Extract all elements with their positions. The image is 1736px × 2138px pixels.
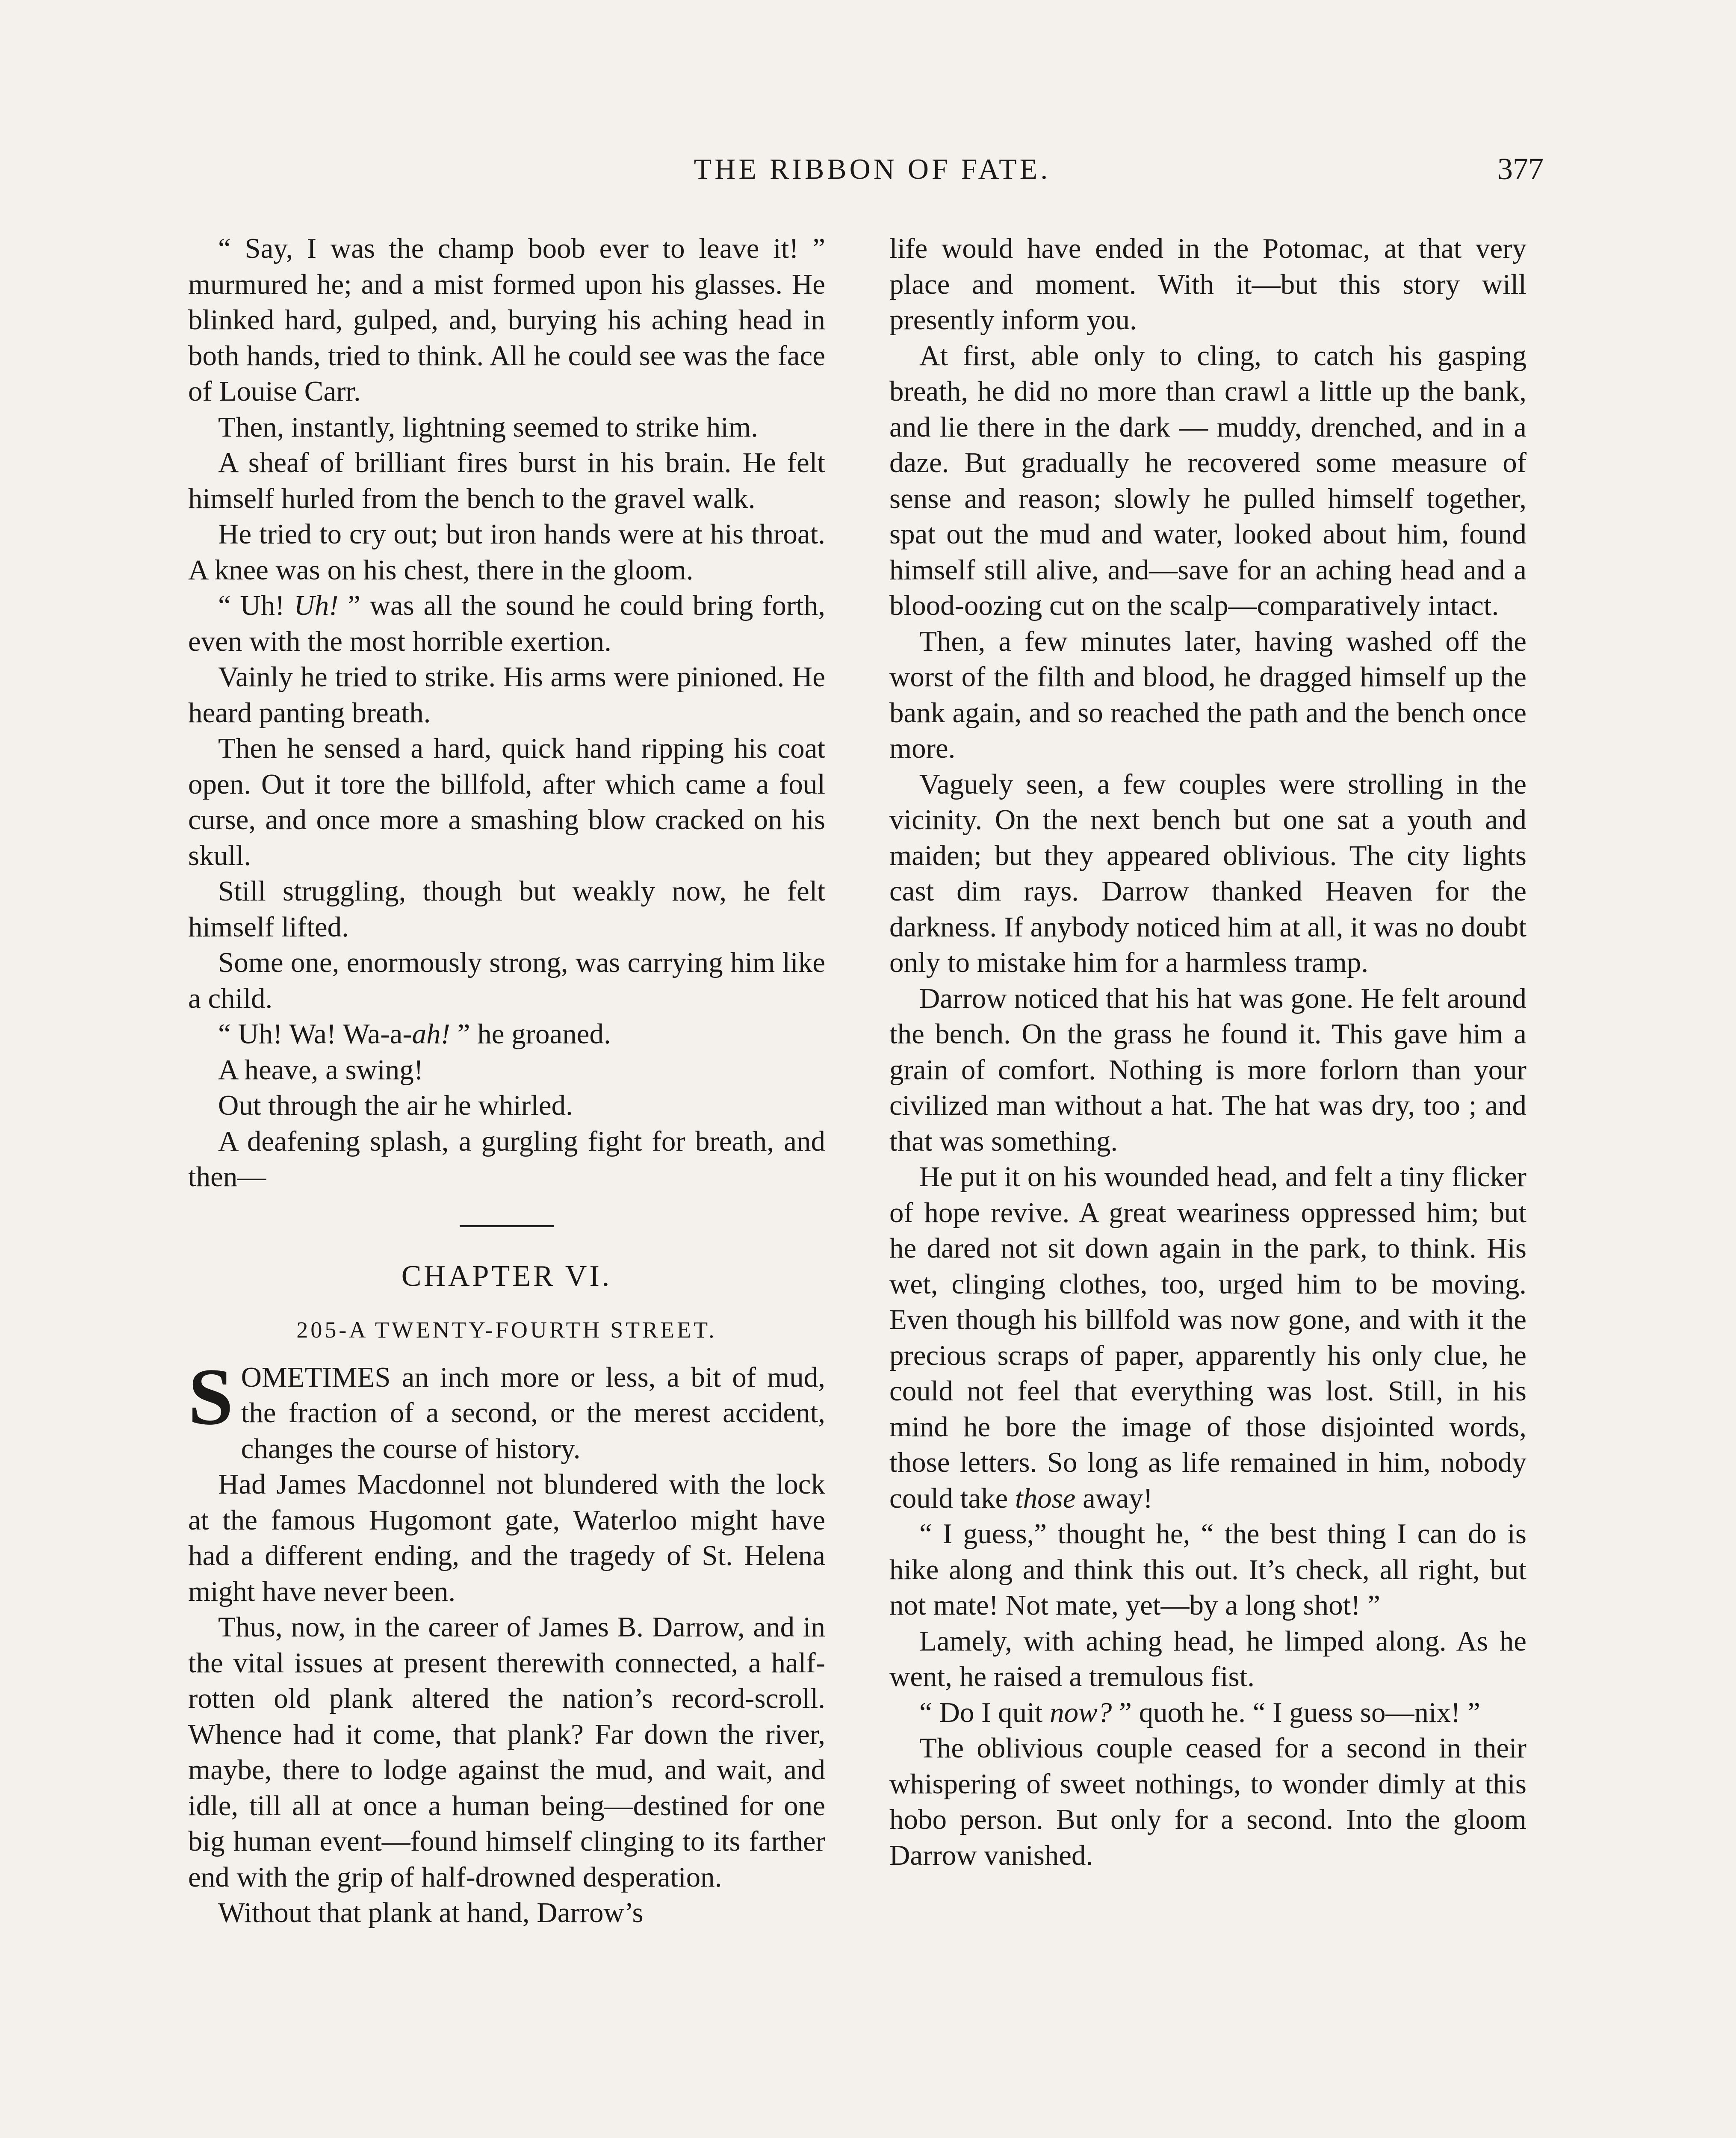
text-run: ” he groaned. [450, 1018, 611, 1050]
chapter-title: CHAPTER VI. [401, 1259, 612, 1293]
opening-paragraph [188, 1352, 825, 1467]
paragraph: Lamely, with aching head, he limped along. As he went, he raised a tremulous fist. [889, 1625, 1526, 1692]
paragraph: Without that plank at hand, Darrow’s [218, 1897, 644, 1928]
paragraph: Out through the air he whirled. [218, 1090, 573, 1121]
paragraph [188, 588, 825, 659]
text-run: away! [1083, 1482, 1153, 1514]
text-run: “ Uh! [218, 590, 294, 621]
text-run: OMETIMES an inch more or less, a bit of mud, the fraction of a second, or the merest accident, changes the course of history. [241, 1361, 825, 1465]
right-column [889, 231, 1526, 1873]
italic-text: those [1015, 1482, 1076, 1514]
paragraph: “ I guess,” thought he, “ the best thing I can do is hike along and think this out. It’s check, all right, but not mate! Not mate, yet—by a long shot! ” [889, 1518, 1526, 1621]
paragraph: Thus, now, in the career of James B. Darrow, and in the vital issues at present therewith connected, a half-rotten old plank altered the nation’s record-scroll. Whence had it come, that plank? Far down the river, maybe, there to lodge against the mud, and wait, and idle, till all at once a human being—destined for one big human event—found himself clinging to its farther end with the grip of half-drowned desperation. [188, 1611, 825, 1893]
paragraph: A sheaf of brilliant fires burst in his brain. He felt himself hurled from the bench to the gravel walk. [188, 447, 825, 514]
italic-text: Uh! [294, 590, 339, 621]
text-run: “ Uh! Wa! Wa-a- [218, 1018, 412, 1050]
text-run: ” quoth he. “ I guess so—nix! ” [1112, 1696, 1480, 1728]
drop-cap: S [188, 1352, 233, 1442]
section-divider [460, 1225, 554, 1227]
paragraph [889, 1159, 1526, 1516]
paragraph: Then he sensed a hard, quick hand ripping his coat open. Out it tore the billfold, after which came a foul curse, and once more a smashing blow cracked on his skull. [188, 732, 825, 871]
chapter-subtitle: 205-A TWENTY-FOURTH STREET. [296, 1317, 717, 1343]
italic-text: ah! [412, 1018, 450, 1050]
paragraph: Had James Macdonnel not blundered with the lock at the famous Hugomont gate, Waterloo might have had a different ending, and the tragedy of St. Helena might have never been. [188, 1468, 825, 1607]
running-head [188, 145, 1556, 192]
text-run: “ Do I quit [919, 1696, 1050, 1728]
paragraph: He tried to cry out; but iron hands were at his throat. A knee was on his chest, there in the gloom. [188, 518, 825, 586]
paragraph: Darrow noticed that his hat was gone. He felt around the bench. On the grass he found it. This gave him a grain of comfort. Nothing is more forlorn than your civilized man without a hat. The hat was dry, too ; and that was something. [889, 982, 1526, 1157]
paragraph: Some one, enormously strong, was carrying him like a child. [188, 947, 825, 1014]
paragraph: Vainly he tried to strike. His arms were pinioned. He heard panting breath. [188, 661, 825, 729]
paragraph: life would have ended in the Potomac, at that very place and moment. With it—but this story will presently inform you. [889, 233, 1526, 336]
paragraph: A deafening splash, a gurgling fight for breath, and then— [188, 1125, 825, 1193]
paragraph: Still struggling, though but weakly now, he felt himself lifted. [188, 875, 825, 943]
paragraph: At first, able only to cling, to catch his gasping breath, he did no more than crawl a little up the bank, and lie there in the dark — muddy, drenched, and in a daze. But gradually he recovered some measure of sense and reason; slowly he pulled himself together, spat out the mud and water, looked about him, found himself still alive, and—save for an aching head and a blood-oozing cut on the scalp—comparatively intact. [889, 340, 1526, 621]
paragraph: Then, a few minutes later, having washed off the worst of the filth and blood, he dragged himself up the bank again, and so reached the path and the bench once more. [889, 625, 1526, 764]
left-column [188, 231, 825, 1931]
paragraph: Then, instantly, lightning seemed to strike him. [218, 411, 758, 443]
paragraph [889, 1695, 1526, 1731]
running-title: THE RIBBON OF FATE. [694, 153, 1051, 185]
page-number: 377 [1497, 152, 1544, 186]
paragraph: “ Say, I was the champ boob ever to leave it! ” murmured he; and a mist formed upon his glasses. He blinked hard, gulped, and, burying his aching head in both hands, tried to think. All he could see was the face of Louise Carr. [188, 233, 825, 407]
paragraph: A heave, a swing! [218, 1054, 424, 1086]
paragraph: Vaguely seen, a few couples were strolling in the vicinity. On the next bench but one sat a youth and maiden; but they appeared oblivious. The city lights cast dim rays. Darrow thanked Heaven for the darkness. If anybody noticed him at all, it was no doubt only to mistake him for a harmless tramp. [889, 768, 1526, 978]
paragraph: The oblivious couple ceased for a second in their whispering of sweet nothings, to wonder dimly at this hobo person. But only for a second. Into the gloom Darrow vanished. [889, 1732, 1526, 1871]
italic-text: now? [1050, 1696, 1112, 1728]
text-run: He put it on his wounded head, and felt a tiny flicker of hope revive. A great weariness oppressed him; but he dared not sit down again in the park, to think. His wet, clinging clothes, too, urged him to be moving. Even though his billfold was now gone, and with it the precious scraps of paper, apparently his only clue, he could not feel that everything was lost. Still, in his mind he bore the image of those disjointed words, those letters. So long as life remained in him, nobody could take [889, 1161, 1526, 1514]
text-run: ” was all the sound he could bring forth, even with the most horrible exertion. [188, 590, 825, 657]
paragraph [188, 1016, 825, 1052]
